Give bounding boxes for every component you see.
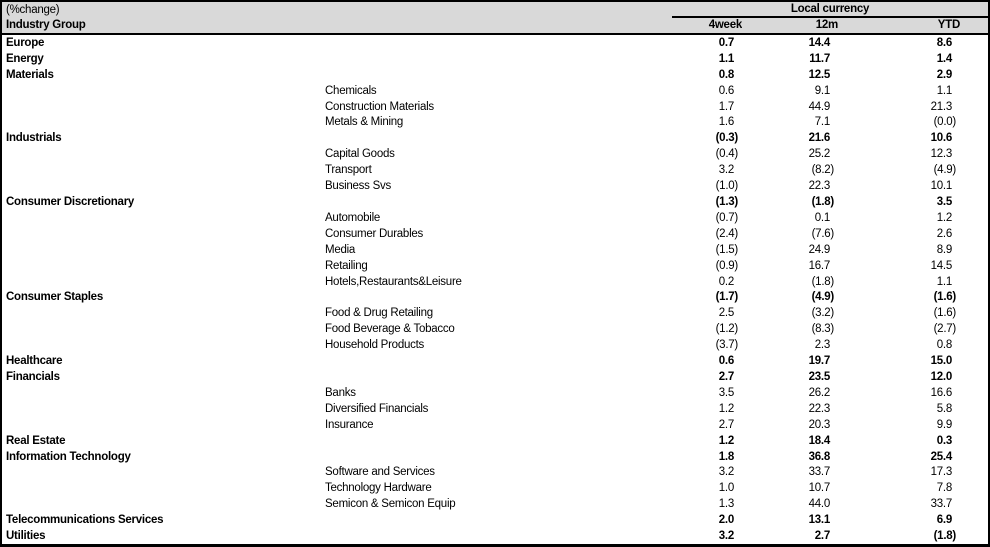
value-cell-ytd: 21.3 (930, 100, 952, 113)
table-header (2, 2, 988, 35)
value-cell-12m: (8.2) (811, 164, 834, 177)
subindustry-label: Business Svs (325, 180, 392, 193)
value-cell-4week: 1.2 (718, 402, 734, 415)
value-cell-4week: 1.1 (718, 52, 734, 65)
value-cell-ytd: (4.9) (933, 164, 956, 177)
value-cell-ytd: 7.8 (936, 482, 952, 495)
value-cell-12m: 23.5 (808, 370, 830, 383)
value-cell-12m: 21.6 (808, 132, 830, 145)
value-cell-4week: (1.5) (715, 243, 738, 256)
table-row (2, 528, 988, 544)
sector-label: Healthcare (6, 355, 63, 368)
table-row (2, 496, 988, 512)
value-cell-12m: 19.7 (808, 355, 830, 368)
value-cell-12m: 11.7 (809, 52, 830, 65)
subindustry-label: Food & Drug Retailing (325, 307, 433, 320)
table-row (2, 115, 988, 131)
subindustry-label: Transport (325, 164, 372, 177)
value-cell-ytd: 25.4 (930, 450, 952, 463)
value-cell-12m: 24.9 (808, 243, 830, 256)
value-cell-4week: (1.2) (715, 323, 738, 336)
table-row (2, 512, 988, 528)
table-row (2, 51, 988, 67)
value-cell-ytd: 8.9 (936, 243, 952, 256)
value-cell-12m: 9.1 (814, 84, 830, 97)
table-body (2, 35, 988, 544)
value-cell-ytd: 33.7 (930, 498, 952, 511)
value-cell-ytd: 5.8 (936, 402, 952, 415)
value-cell-ytd: 8.6 (936, 36, 952, 49)
column-header-12m: 12m (815, 19, 838, 31)
value-cell-4week: 3.2 (718, 530, 734, 543)
value-cell-4week: (0.3) (715, 132, 738, 145)
subindustry-label: Hotels,Restaurants&Leisure (325, 275, 462, 288)
value-cell-ytd: 1.1 (936, 275, 952, 288)
table-row (2, 130, 988, 146)
column-header-ytd: YTD (937, 19, 960, 31)
subindustry-label: Chemicals (325, 84, 377, 97)
value-cell-4week: 1.3 (718, 498, 734, 511)
table-row (2, 178, 988, 194)
table-row (2, 210, 988, 226)
sector-label: Consumer Discretionary (6, 196, 135, 209)
value-cell-12m: (1.8) (811, 196, 834, 209)
table-row (2, 146, 988, 162)
value-cell-12m: 2.7 (814, 530, 830, 543)
value-cell-12m: 10.7 (808, 482, 830, 495)
value-cell-ytd: 15.0 (930, 355, 952, 368)
table-row (2, 385, 988, 401)
value-cell-ytd: 10.6 (930, 132, 952, 145)
value-cell-12m: 22.3 (808, 402, 830, 415)
value-cell-12m: 0.1 (814, 211, 830, 224)
value-cell-ytd: 2.9 (936, 68, 952, 81)
value-cell-ytd: (1.6) (933, 307, 956, 320)
value-cell-4week: 1.6 (718, 116, 734, 129)
subindustry-label: Retailing (325, 259, 368, 272)
value-cell-4week: 3.2 (718, 466, 734, 479)
column-header-4week: 4week (708, 19, 742, 31)
value-cell-4week: 3.5 (718, 386, 734, 399)
value-cell-ytd: 1.2 (936, 211, 952, 224)
value-cell-4week: 0.6 (718, 84, 734, 97)
value-cell-ytd: 17.3 (930, 466, 952, 479)
value-cell-12m: 44.0 (808, 498, 830, 511)
value-cell-ytd: (2.7) (933, 323, 956, 336)
table-row (2, 194, 988, 210)
value-cell-12m: 16.7 (808, 259, 830, 272)
industry-group-header: Industry Group (6, 19, 86, 31)
header-row-columns (2, 17, 988, 33)
sector-label: Materials (6, 68, 54, 81)
value-cell-ytd: 14.5 (930, 259, 952, 272)
value-cell-ytd: 1.4 (936, 52, 952, 65)
value-cell-4week: (3.7) (715, 339, 738, 352)
value-cell-4week: (1.0) (715, 180, 738, 193)
value-cell-4week: 3.2 (718, 164, 734, 177)
table-row (2, 35, 988, 51)
value-cell-4week: 2.5 (718, 307, 734, 320)
value-cell-ytd: 0.8 (936, 339, 952, 352)
table-row (2, 274, 988, 290)
value-cell-4week: (2.4) (715, 227, 738, 240)
value-cell-4week: 1.7 (718, 100, 734, 113)
subindustry-label: Banks (325, 386, 356, 399)
value-cell-ytd: 1.1 (936, 84, 952, 97)
value-cell-4week: 1.8 (718, 450, 734, 463)
sector-label: Industrials (6, 132, 62, 145)
subindustry-label: Media (325, 243, 356, 256)
subindustry-label: Diversified Financials (325, 402, 429, 415)
value-cell-12m: (3.2) (811, 307, 834, 320)
value-cell-12m: (4.9) (811, 291, 834, 304)
value-cell-12m: 20.3 (808, 418, 830, 431)
value-cell-12m: 44.9 (808, 100, 830, 113)
value-cell-12m: (8.3) (811, 323, 834, 336)
sector-label: Energy (6, 52, 44, 65)
header-row-currency (2, 2, 988, 17)
table-row (2, 464, 988, 480)
table-row (2, 305, 988, 321)
table-row (2, 353, 988, 369)
subindustry-label: Capital Goods (325, 148, 395, 161)
value-cell-12m: 33.7 (808, 466, 830, 479)
value-cell-ytd: (1.6) (933, 291, 956, 304)
table-row (2, 67, 988, 83)
subindustry-label: Consumer Durables (325, 227, 424, 240)
value-cell-4week: 2.7 (718, 370, 734, 383)
value-cell-4week: 0.2 (718, 275, 734, 288)
value-cell-ytd: 10.1 (930, 180, 952, 193)
value-cell-4week: (0.9) (715, 259, 738, 272)
unit-label: (%change) (6, 3, 60, 16)
currency-group-header: Local currency (672, 1, 988, 18)
table-row (2, 369, 988, 385)
value-cell-ytd: 0.3 (936, 434, 952, 447)
table-row (2, 162, 988, 178)
table-row (2, 401, 988, 417)
table-row (2, 337, 988, 353)
value-cell-4week: 0.7 (718, 36, 734, 49)
table-row (2, 99, 988, 115)
value-cell-4week: 2.7 (718, 418, 734, 431)
subindustry-label: Automobile (325, 211, 381, 224)
value-cell-ytd: 12.3 (930, 148, 952, 161)
value-cell-4week: (1.7) (715, 291, 738, 304)
value-cell-4week: (0.4) (715, 148, 738, 161)
subindustry-label: Household Products (325, 339, 425, 352)
value-cell-ytd: (0.0) (933, 116, 956, 129)
value-cell-ytd: (1.8) (933, 530, 956, 543)
value-cell-12m: 7.1 (814, 116, 830, 129)
subindustry-label: Construction Materials (325, 100, 434, 113)
sector-label: Financials (6, 370, 60, 383)
value-cell-12m: 25.2 (808, 148, 830, 161)
table-row (2, 321, 988, 337)
subindustry-label: Technology Hardware (325, 482, 432, 495)
value-cell-4week: 1.2 (718, 434, 734, 447)
value-cell-4week: (1.3) (715, 196, 738, 209)
subindustry-label: Software and Services (325, 466, 435, 479)
value-cell-ytd: 16.6 (930, 386, 952, 399)
sector-label: Europe (6, 36, 45, 49)
table-row (2, 417, 988, 433)
value-cell-4week: 1.0 (718, 482, 734, 495)
value-cell-12m: 22.3 (808, 180, 830, 193)
sector-label: Information Technology (6, 450, 131, 463)
subindustry-label: Semicon & Semicon Equip (325, 498, 456, 511)
value-cell-ytd: 6.9 (936, 514, 952, 527)
table-row (2, 290, 988, 306)
sector-label: Consumer Staples (6, 291, 103, 304)
sector-label: Real Estate (6, 434, 66, 447)
value-cell-4week: 0.8 (718, 68, 734, 81)
table-row (2, 433, 988, 449)
table-row (2, 258, 988, 274)
value-cell-ytd: 9.9 (936, 418, 952, 431)
table-row (2, 449, 988, 465)
subindustry-label: Food Beverage & Tobacco (325, 323, 455, 336)
table-row (2, 83, 988, 99)
value-cell-12m: 2.3 (814, 339, 830, 352)
value-cell-12m: 12.5 (808, 68, 830, 81)
value-cell-12m: 18.4 (808, 434, 830, 447)
value-cell-ytd: 12.0 (930, 370, 952, 383)
value-cell-12m: 14.4 (808, 36, 830, 49)
table-row (2, 480, 988, 496)
subindustry-label: Insurance (325, 418, 374, 431)
value-cell-12m: (7.6) (811, 227, 834, 240)
table-row (2, 242, 988, 258)
value-cell-4week: (0.7) (715, 211, 738, 224)
sector-label: Telecommunications Services (6, 514, 164, 527)
table-row (2, 226, 988, 242)
value-cell-12m: 13.1 (808, 514, 830, 527)
value-cell-ytd: 2.6 (936, 227, 952, 240)
subindustry-label: Metals & Mining (325, 116, 404, 129)
value-cell-12m: (1.8) (811, 275, 834, 288)
value-cell-ytd: 3.5 (936, 196, 952, 209)
value-cell-4week: 2.0 (718, 514, 734, 527)
value-cell-12m: 26.2 (808, 386, 830, 399)
sector-label: Utilities (6, 530, 46, 543)
value-cell-4week: 0.6 (718, 355, 734, 368)
value-cell-12m: 36.8 (808, 450, 830, 463)
